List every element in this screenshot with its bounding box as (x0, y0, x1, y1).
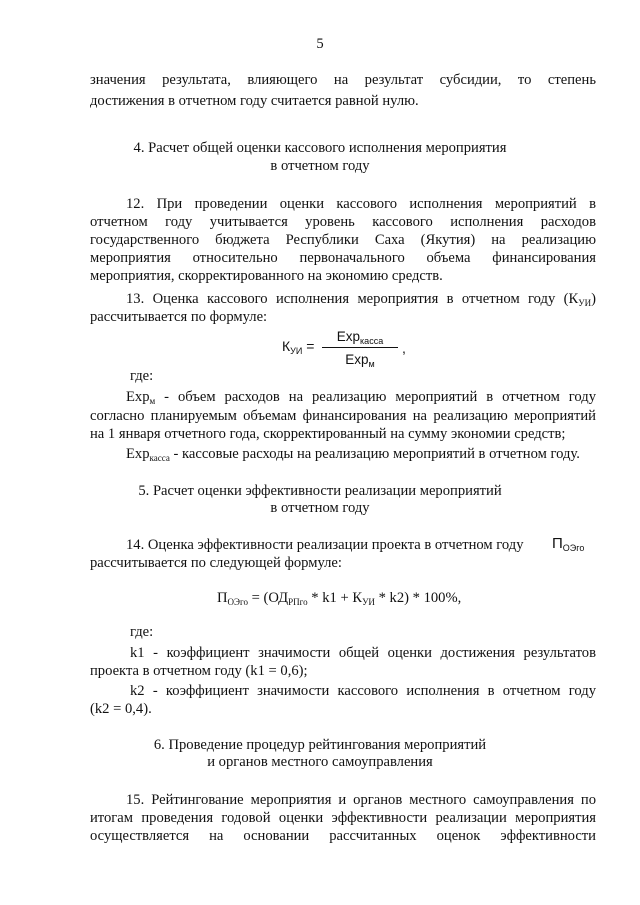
p12-line-3: государственного бюджета Республики Саха (Якутия) на реализацию (90, 232, 596, 248)
intro-line-1: значения результата, влияющего на результат субсидии, то степень (90, 72, 596, 88)
p15-line-2: итогам проведения годовой оценки эффективности реализации мероприятия (90, 810, 596, 826)
p15-line-1: 15. Рейтингование мероприятия и органов местного самоуправления по (126, 792, 596, 808)
fraction-numerator: Exp$_{касса}$ (336, 329, 384, 346)
section-5-heading-line-1: 5. Расчет оценки эффективности реализации мероприятий (138, 483, 502, 499)
section-6-heading-line-2: и органов местного самоуправления (207, 754, 433, 770)
exp-m-line-3: на 1 января отчетного года, скорректированный на сумму экономии средств; (90, 426, 566, 442)
p14-line-1: 14. Оценка эффективности реализации проекта в отчетном году (126, 537, 524, 553)
p13-line-1: 13. Оценка кассового исполнения мероприятия в отчетном году $(К_{УИ})$ (126, 291, 596, 308)
p14-symbol: $П_{ОЭго}$ (552, 535, 585, 553)
intro-line-2: достижения в отчетном году считается равной нулю. (90, 93, 419, 109)
where-label-2: где: (130, 624, 154, 640)
formula-efficiency: $П_{ОЭго} = (ОД_{РПго} * k1 + К_{УИ} * k2) * 100\%$, (217, 590, 462, 607)
section-6-heading-line-1: 6. Проведение процедур рейтингования мероприятий (153, 737, 487, 753)
fraction-denominator: Exp$_м$ (345, 352, 375, 369)
k2-line-2: (k2 = 0,4). (90, 701, 152, 717)
exp-m-line-1: Exp$_м$ - объем расходов на реализацию мероприятий в отчетном году (126, 389, 596, 406)
p15-line-3: осуществляется на основании рассчитанных оценок эффективности (90, 828, 596, 844)
exp-m-line-2: согласно планируемым объемам финансирования на реализацию мероприятий (90, 408, 596, 424)
page-number: 5 (316, 36, 324, 52)
section-4-heading-line-1: 4. Расчет общей оценки кассового исполнения мероприятия (133, 140, 507, 156)
where-label-1: где: (130, 368, 154, 384)
section-5-heading-line-2: в отчетном году (270, 500, 370, 516)
p14-line-2: рассчитывается по следующей формуле: (90, 555, 342, 571)
k1-line-2: проекта в отчетном году (k1 = 0,6); (90, 663, 308, 679)
p12-line-2: отчетном году учитывается уровень кассового исполнения расходов (90, 214, 596, 230)
exp-kassa-line: Exp$_{касса}$ - кассовые расходы на реализацию мероприятий в отчетном году. (126, 446, 580, 463)
p12-line-4: мероприятия относительно первоначального объема финансирования (90, 250, 596, 266)
p13-line-2: рассчитывается по формуле: (90, 309, 268, 325)
fraction-bar (322, 347, 398, 348)
k1-line-1: k1 - коэффициент значимости общей оценки достижения результатов (130, 645, 596, 661)
p12-line-1: 12. При проведении оценки кассового исполнения мероприятий в (126, 196, 596, 212)
section-4-heading-line-2: в отчетном году (270, 158, 370, 174)
formula-kui-lhs: $К_{УИ}$ = (282, 338, 315, 356)
formula-kui-comma: , (402, 340, 406, 356)
k2-line-1: k2 - коэффициент значимости кассового исполнения в отчетном году (130, 683, 596, 699)
formula-kui-fraction (320, 329, 400, 368)
p12-line-5: мероприятия, скорректированного на экономию средств. (90, 268, 443, 284)
